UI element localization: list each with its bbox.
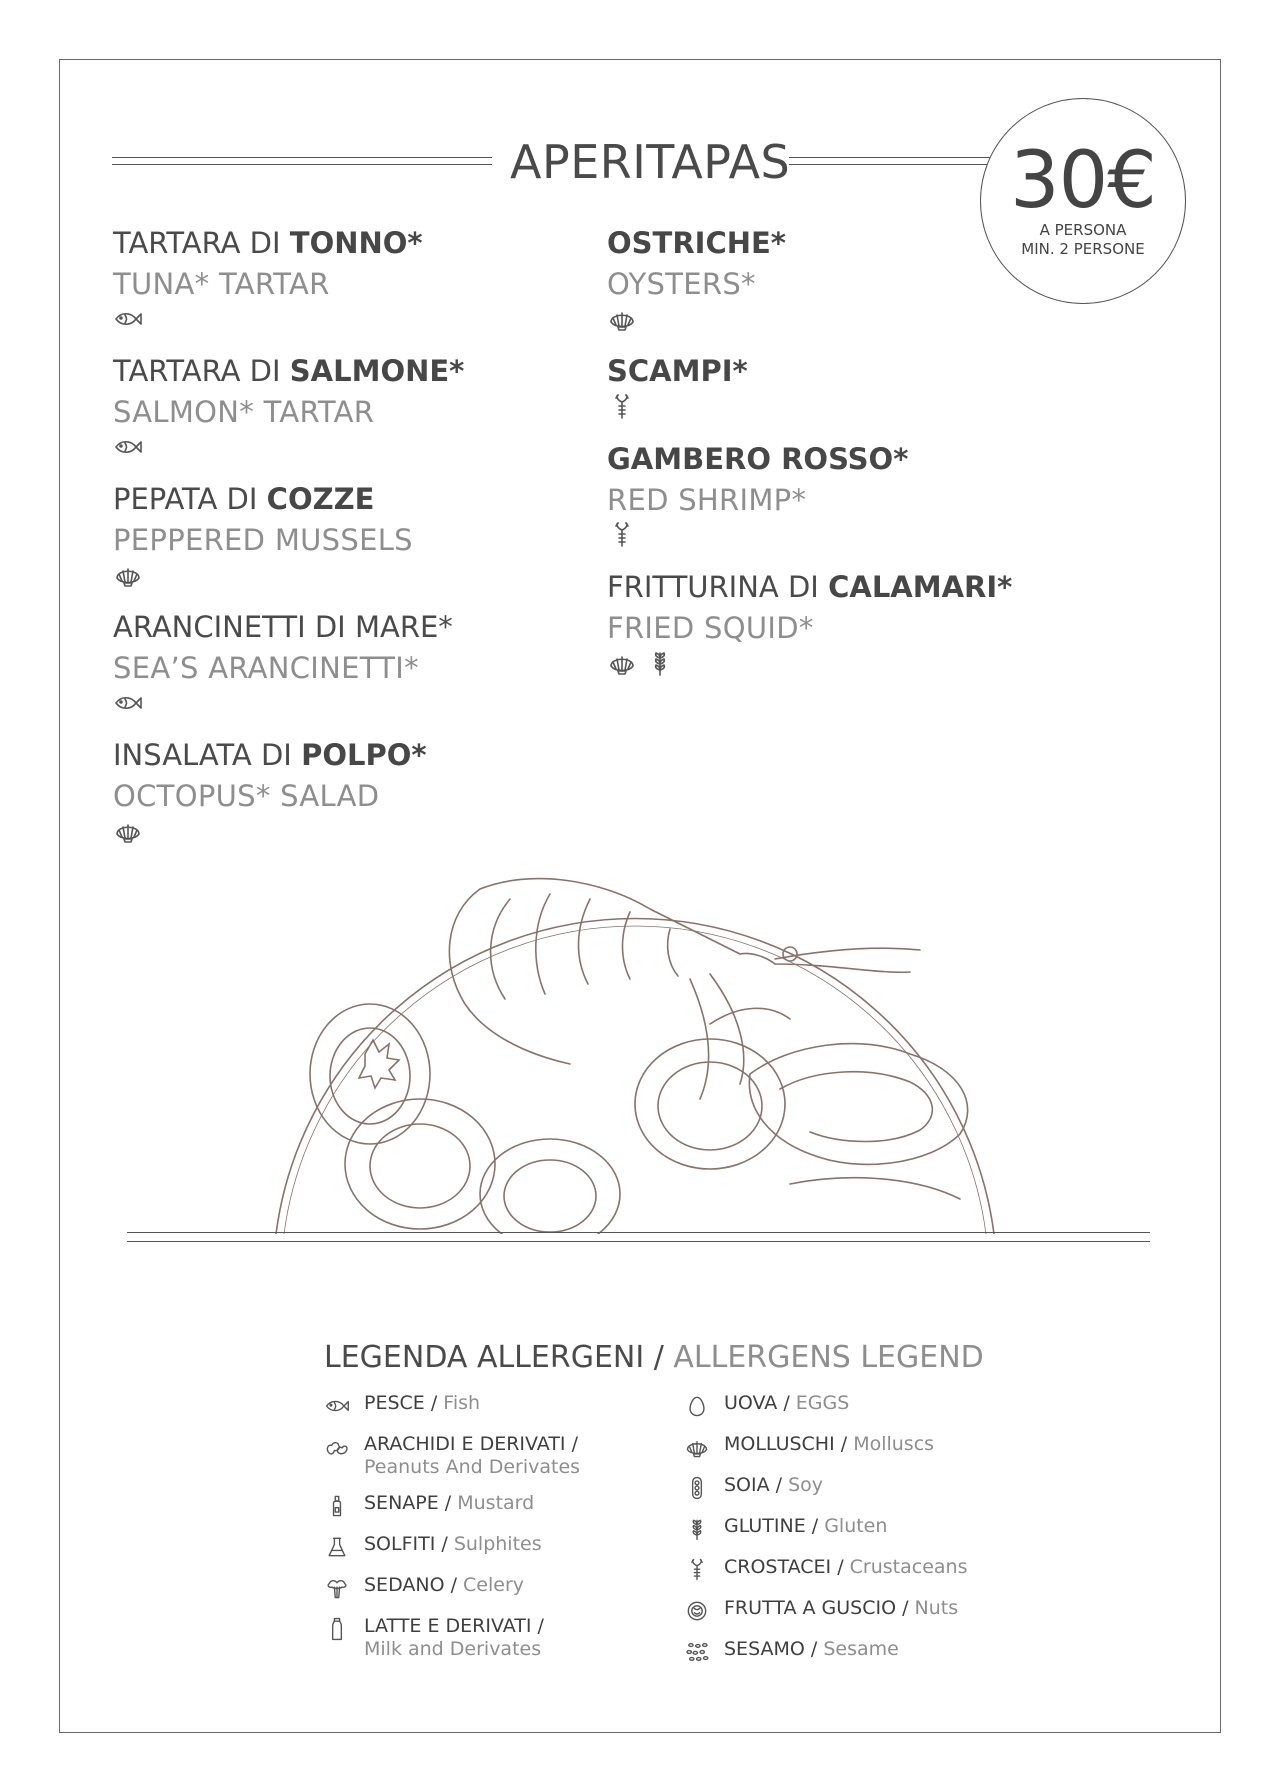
- legend-separator: /: [804, 1638, 824, 1660]
- fish-icon: [113, 306, 143, 336]
- price-min-persons: MIN. 2 PERSONE: [1021, 240, 1145, 258]
- legend-label-en: Milk and Derivates: [364, 1638, 542, 1660]
- legend-label-it: CROSTACEI: [724, 1556, 832, 1578]
- menu-item-name-en: TUNA* TARTAR: [113, 267, 330, 301]
- legend-label-en: Peanuts And Derivates: [364, 1456, 581, 1478]
- menu-item-name-it: [113, 222, 593, 264]
- soy-icon: [684, 1474, 724, 1502]
- legend-label: [364, 1392, 480, 1415]
- egg-icon: [684, 1392, 724, 1420]
- menu-item-name-prefix: PEPATA DI: [113, 482, 267, 516]
- menu-item-name-en: FRIED SQUID*: [607, 611, 814, 645]
- menu-item-name-en: OYSTERS*: [607, 267, 756, 301]
- legend-label-en: Celery: [463, 1574, 524, 1596]
- shell-icon: [684, 1433, 724, 1461]
- legend-row: [324, 1533, 664, 1561]
- menu-item-name-main: GAMBERO ROSSO*: [607, 442, 909, 476]
- title-rule-left: [112, 157, 492, 165]
- legend-label: [364, 1574, 524, 1597]
- menu-item-name-prefix: INSALATA DI: [113, 738, 302, 772]
- legend-label-en: EGGS: [795, 1392, 850, 1414]
- menu-item-name-prefix: TARTARA DI: [113, 226, 290, 260]
- allergen-icons: [607, 648, 1047, 682]
- legend-label-en: Fish: [443, 1392, 481, 1414]
- celery-icon: [324, 1574, 364, 1602]
- legend-label-en: Sulphites: [453, 1533, 542, 1555]
- legend-label-en: Sesame: [823, 1638, 899, 1660]
- legend-label-en: Crustaceans: [849, 1556, 968, 1578]
- price-per-person: A PERSONA: [1039, 221, 1127, 239]
- legend-label: [724, 1474, 823, 1497]
- legend-separator: /: [831, 1556, 850, 1578]
- menu-item: [113, 222, 593, 338]
- legend-title-separator: /: [644, 1340, 674, 1375]
- legend-label-it: ARACHIDI E DERIVATI: [364, 1433, 566, 1455]
- seafood-illustration: [270, 854, 1000, 1234]
- legend-label: [364, 1433, 580, 1479]
- shell-icon: [113, 818, 143, 848]
- legend-separator: /: [444, 1574, 464, 1596]
- legend-label-en: Gluten: [824, 1515, 888, 1537]
- crustacean-icon: [684, 1556, 724, 1584]
- legend-row: [684, 1433, 1014, 1461]
- menu-item: [607, 222, 1047, 338]
- menu-item-name-main: COZZE: [266, 482, 375, 516]
- menu-item-name-en: SALMON* TARTAR: [113, 395, 375, 429]
- peanut-icon: [324, 1433, 364, 1461]
- menu-item-name-en: RED SHRIMP*: [607, 483, 807, 517]
- legend-label-en: Nuts: [914, 1597, 959, 1619]
- legend-label: [724, 1433, 934, 1456]
- legend-separator: /: [424, 1392, 444, 1414]
- legend-row: [684, 1392, 1014, 1420]
- allergen-icons: [607, 520, 1047, 554]
- legend-label: [364, 1533, 542, 1556]
- menu-item-name-main: SCAMPI*: [607, 354, 748, 388]
- fish-icon: [113, 690, 143, 720]
- legend-label: [364, 1615, 544, 1661]
- legend-row: [324, 1492, 664, 1520]
- menu-item-name-it: [607, 350, 1047, 392]
- legend-row: [324, 1392, 664, 1420]
- menu-item-name-it: [607, 566, 1047, 608]
- legend-label-it: SENAPE: [364, 1492, 439, 1514]
- legend-label-en: Molluscs: [853, 1433, 935, 1455]
- legend-row: [324, 1615, 664, 1661]
- legend-separator: /: [896, 1597, 915, 1619]
- allergen-icons: [607, 392, 1047, 426]
- legend-title-it: LEGENDA ALLERGENI: [324, 1340, 645, 1375]
- legend-separator: /: [435, 1533, 454, 1555]
- mustard-icon: [324, 1492, 364, 1520]
- menu-column-left: [113, 222, 593, 862]
- menu-item-name-main: TONNO*: [289, 226, 423, 260]
- allergen-icons: [113, 304, 593, 338]
- legend-label: [724, 1597, 958, 1620]
- legend-label-it: UOVA: [724, 1392, 778, 1414]
- menu-item: [113, 478, 593, 594]
- menu-item: [113, 350, 593, 466]
- legend-label: [724, 1392, 849, 1415]
- menu-item-name-it: [607, 222, 1047, 264]
- legend-label-it: FRUTTA A GUSCIO: [724, 1597, 897, 1619]
- legend-column-2: [684, 1392, 1014, 1679]
- menu-item-name-en: PEPPERED MUSSELS: [113, 523, 413, 557]
- legend-label-it: SESAMO: [724, 1638, 805, 1660]
- legend-separator: /: [438, 1492, 458, 1514]
- price-amount: 30€: [1010, 136, 1156, 226]
- legend-row: [684, 1638, 1014, 1666]
- menu-item-name-it: [113, 606, 593, 648]
- menu-item-name-prefix: ARANCINETTI DI MARE*: [113, 610, 453, 644]
- crustacean-icon: [607, 522, 637, 552]
- legend-separator: /: [565, 1433, 578, 1455]
- shell-icon: [607, 650, 637, 680]
- legend-label-it: LATTE E DERIVATI: [364, 1615, 532, 1637]
- menu-item-name-it: [113, 734, 593, 776]
- legend-label: [724, 1515, 887, 1538]
- allergen-icons: [113, 688, 593, 722]
- menu-item-name-main: SALMONE*: [289, 354, 465, 388]
- menu-item-name-main: OSTRICHE*: [607, 226, 786, 260]
- wheat-icon: [684, 1515, 724, 1543]
- legend-label-it: SEDANO: [364, 1574, 445, 1596]
- menu-item: [607, 566, 1047, 682]
- legend-separator: /: [834, 1433, 854, 1455]
- sesame-icon: [684, 1638, 724, 1666]
- shell-icon: [113, 562, 143, 592]
- legend-label: [364, 1492, 534, 1515]
- menu-column-right: [607, 222, 1047, 694]
- legend-row: [324, 1433, 664, 1479]
- milk-icon: [324, 1615, 364, 1643]
- allergen-icons: [607, 304, 1047, 338]
- fish-icon: [324, 1392, 364, 1420]
- menu-item-name-main: CALAMARI*: [828, 570, 1013, 604]
- fish-icon: [113, 434, 143, 464]
- crustacean-icon: [607, 394, 637, 424]
- menu-item: [607, 350, 1047, 426]
- menu-item-name-main: POLPO*: [301, 738, 427, 772]
- legend-row: [684, 1597, 1014, 1625]
- legend-row: [684, 1515, 1014, 1543]
- nut-icon: [684, 1597, 724, 1625]
- legend-label-it: SOIA: [724, 1474, 770, 1496]
- menu-item-name-it: [607, 438, 1047, 480]
- menu-item: [113, 734, 593, 850]
- menu-item-name-it: [113, 478, 593, 520]
- legend-label-en: Mustard: [457, 1492, 535, 1514]
- legend-label-it: PESCE: [364, 1392, 425, 1414]
- shell-icon: [607, 306, 637, 336]
- separator-rule: [127, 1232, 1150, 1242]
- allergen-icons: [113, 816, 593, 850]
- legend-label: [724, 1638, 899, 1661]
- legend-label-en: Soy: [788, 1474, 824, 1496]
- wheat-icon: [645, 650, 675, 680]
- legend-row: [684, 1474, 1014, 1502]
- title-bar: [112, 132, 992, 192]
- menu-item: [113, 606, 593, 722]
- menu-item: [607, 438, 1047, 554]
- allergen-icons: [113, 560, 593, 594]
- menu-item-name-en: OCTOPUS* SALAD: [113, 779, 380, 813]
- flask-icon: [324, 1533, 364, 1561]
- legend-label-it: MOLLUSCHI: [724, 1433, 835, 1455]
- menu-item-name-en: SEA’S ARANCINETTI*: [113, 651, 419, 685]
- menu-item-name-prefix: TARTARA DI: [113, 354, 290, 388]
- legend-label-it: SOLFITI: [364, 1533, 436, 1555]
- legend-separator: /: [769, 1474, 789, 1496]
- legend-label-it: GLUTINE: [724, 1515, 806, 1537]
- menu-item-name-it: [113, 350, 593, 392]
- legend-label: [724, 1556, 967, 1579]
- legend-row: [324, 1574, 664, 1602]
- allergen-icons: [113, 432, 593, 466]
- legend-separator: /: [805, 1515, 825, 1537]
- legend-separator: /: [777, 1392, 796, 1414]
- legend-title-en: ALLERGENS LEGEND: [673, 1340, 984, 1375]
- page-title: APERITAPAS: [510, 135, 791, 189]
- menu-item-name-prefix: FRITTURINA DI: [607, 570, 829, 604]
- legend-column-1: [324, 1392, 664, 1674]
- legend-row: [684, 1556, 1014, 1584]
- legend-title: [324, 1340, 984, 1375]
- legend-separator: /: [531, 1615, 544, 1637]
